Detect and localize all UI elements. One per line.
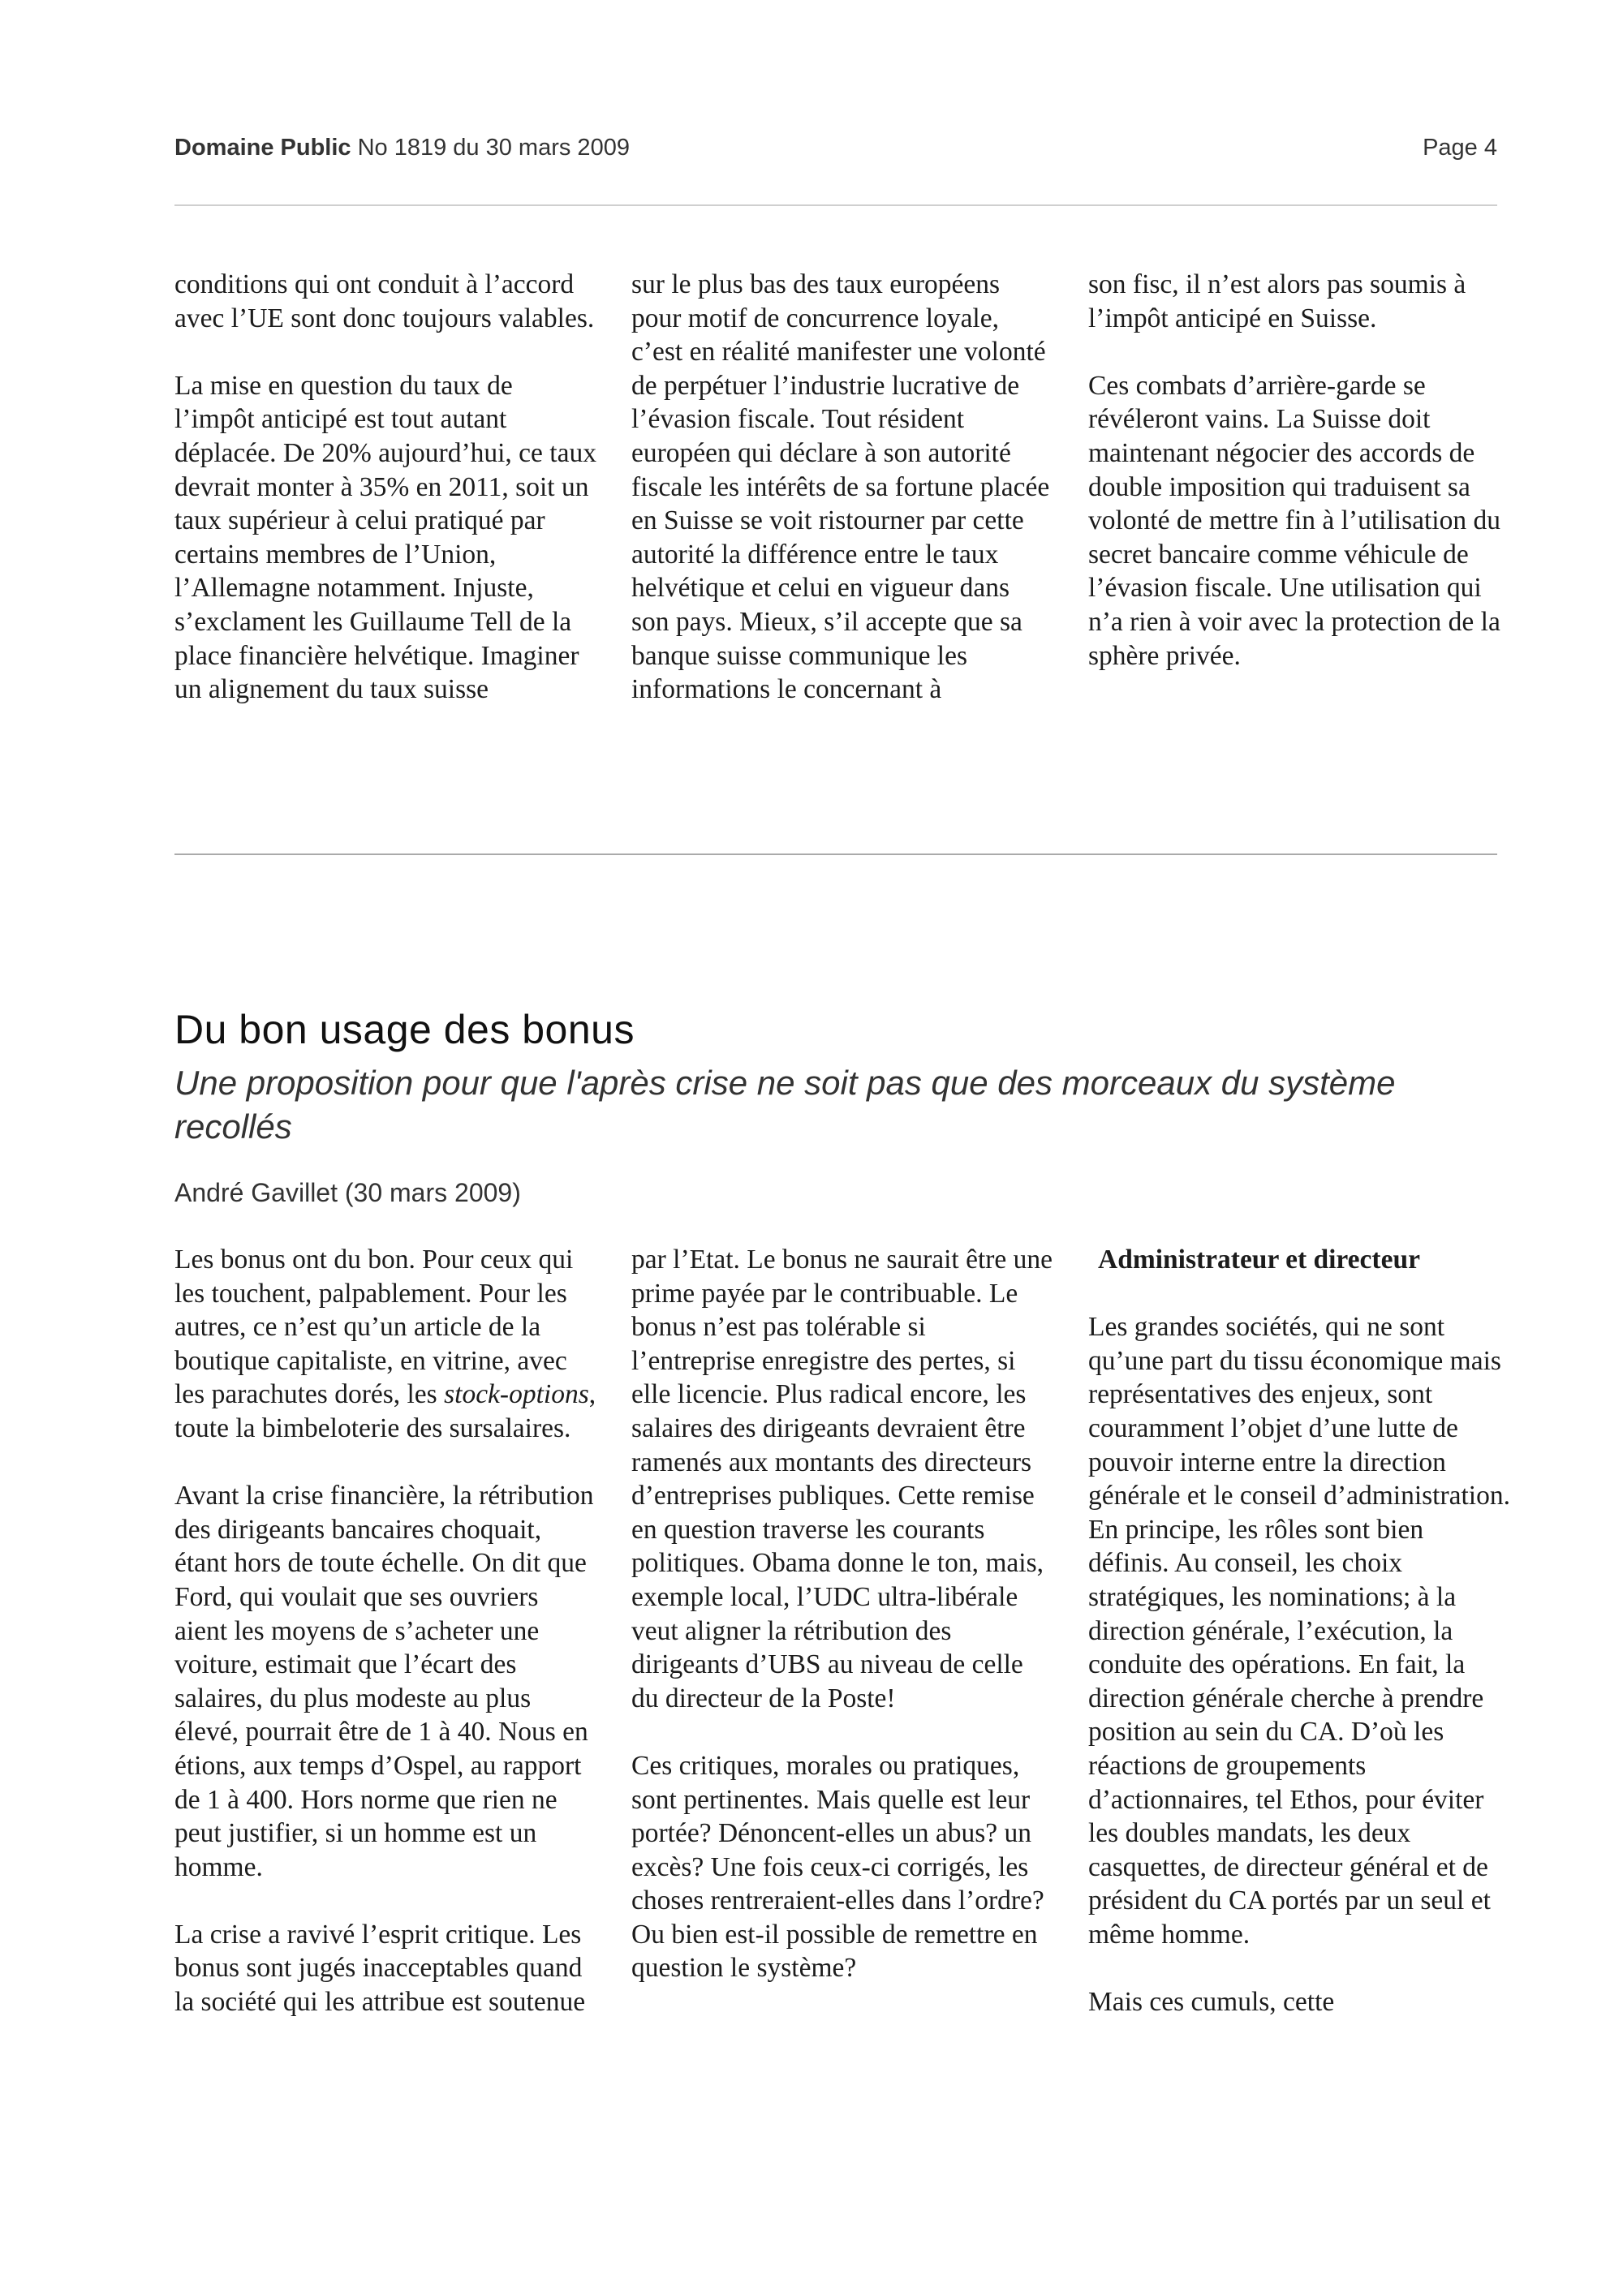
article-subtitle: Une proposition pour que l'après crise ne soit pas que des morceaux du système recollés — [174, 1064, 1396, 1146]
paragraph: La crise a ravivé l’esprit critique. Les bonus sont jugés inacceptables quand la société qui les attribue est soutenue — [174, 1919, 586, 2018]
article-column-3 — [1088, 1243, 1510, 2019]
paragraph: Mais ces cumuls, cette — [1088, 1987, 1335, 2018]
emphasis-text: stock-options — [444, 1379, 589, 1410]
article-title: Du bon usage des bonus — [174, 1007, 635, 1052]
previous-article-column-1 — [174, 268, 596, 707]
paragraph: son fisc, il n’est alors pas soumis à l’impôt anticipé en Suisse. — [1088, 269, 1466, 333]
previous-article-column-3 — [1088, 268, 1510, 673]
paragraph: La mise en question du taux de l’impôt anticipé est tout autant déplacée. De 20% aujourd’hui, ce taux devrait monter à 35% en 2011, soit un taux supérieur à celui pratiqué par certains membres de l’Union, l’Allemagne notamment. Injuste, s’exclament les Guillaume Tell de la place financière helvétique. Imaginer un alignement du taux suisse — [174, 370, 596, 705]
issue-info: No 1819 du 30 mars 2009 — [357, 135, 630, 161]
text-run: , toute la bimbeloterie des sursalaires. — [174, 1379, 596, 1443]
paragraph: sur le plus bas des taux européens pour motif de concurrence loyale, c’est en réalité manifester une volonté de perpétuer l’industrie lucrative de l’évasion fiscale. Tout résident européen qui déclare à son autorité fiscale les intérêts de sa fortune placée en Suisse se voit ristourner par cette autorité la différence entre le taux helvétique et celui en vigueur dans son pays. Mieux, s’il accepte que sa banque suisse communique les informations le concernant à — [631, 269, 1050, 705]
paragraph: conditions qui ont conduit à l’accord avec l’UE sont donc toujours valables. — [174, 269, 595, 333]
article-divider — [174, 853, 1497, 855]
article-column-1 — [174, 1243, 596, 2019]
text-run: Les bonus ont du bon. Pour ceux qui les touchent, palpablement. Pour les autres, ce n’est qu’un article de la boutique capitaliste, en vitrine, avec les parachutes dorés, les — [174, 1245, 574, 1410]
paragraph: Ces critiques, morales ou pratiques, sont pertinentes. Mais quelle est leur portée? Dénoncent-elles un abus? un excès? Une fois ceux-ci corrigés, les choses rentreraient-elles dans l’ordre? Ou bien est-il possible de remettre en question le système? — [631, 1750, 1044, 1984]
article-byline: André Gavillet (30 mars 2009) — [174, 1178, 521, 1207]
publication-name: Domaine Public — [174, 135, 351, 161]
paragraph: Les grandes sociétés, qui ne sont qu’une part du tissu économique mais représentatives des enjeux, sont couramment l’objet d’une lutte de pouvoir interne entre la direction générale et le conseil d’administration. En principe, les rôles sont bien définis. Au conseil, les choix stratégiques, les nominations; à la direction générale, l’exécution, la conduite des opérations. En fait, la direction générale cherche à prendre position au sein du CA. D’où les réactions de groupements d’actionnaires, tel Ethos, pour éviter les doubles mandats, les deux casquettes, de directeur général et de président du CA portés par un seul et même homme. — [1088, 1312, 1510, 1950]
page-header — [174, 135, 1497, 167]
paragraph: Ces combats d’arrière-garde se révéleront vains. La Suisse doit maintenant négocier des accords de double imposition qui traduisent sa volonté de mettre fin à l’utilisation du secret bancaire comme véhicule de l’évasion fiscale. Une utilisation qui n’a rien à voir avec la protection de la sphère privée. — [1088, 370, 1500, 671]
paragraph: par l’Etat. Le bonus ne saurait être une prime payée par le contribuable. Le bonus n’est pas tolérable si l’entreprise enregistre des pertes, si elle licencie. Plus radical encore, les salaires des dirigeants devraient être ramenés aux montants des directeurs d’entreprises publiques. Cette remise en question traverse les courants politiques. Obama donne le ton, mais, exemple local, l’UDC ultra-libérale veut aligner la rétribution des dirigeants d’UBS au niveau de celle du directeur de la Poste! — [631, 1245, 1053, 1713]
paragraph: Avant la crise financière, la rétribution des dirigeants bancaires choquait, étant hors de toute échelle. On dit que Ford, qui voulait que ses ouvriers aient les moyens de s’acheter une voiture, estimait que l’écart des salaires, du plus modeste au plus élevé, pourrait être de 1 à 40. Nous en étions, aux temps d’Ospel, au rapport de 1 à 400. Hors norme que rien ne peut justifier, si un homme est un homme. — [174, 1481, 594, 1882]
header-divider — [174, 204, 1497, 206]
section-subheading: Administrateur et directeur — [1098, 1245, 1420, 1275]
article-column-2 — [631, 1243, 1053, 1985]
page-number: Page 4 — [1423, 135, 1497, 161]
previous-article-column-2 — [631, 268, 1053, 707]
paragraph — [174, 1243, 596, 1446]
